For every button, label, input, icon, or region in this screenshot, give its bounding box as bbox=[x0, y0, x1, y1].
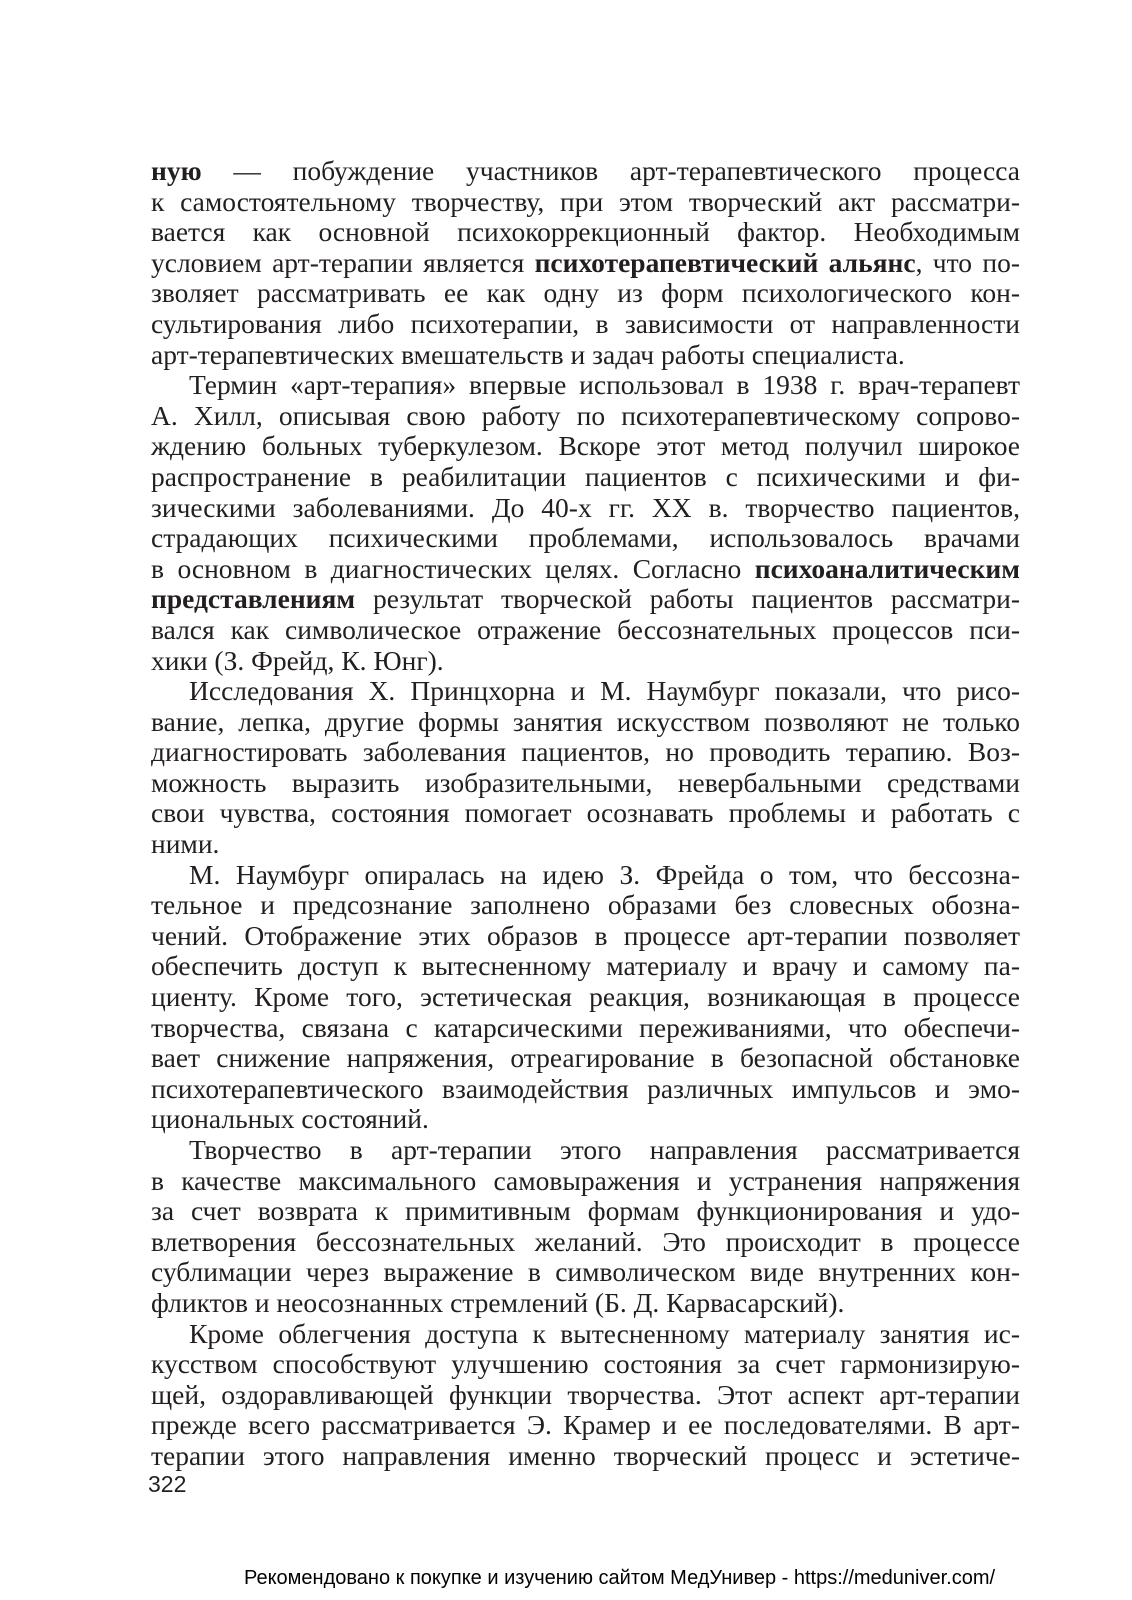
text-line bbox=[151, 982, 1020, 1013]
text-segment: фликтов и неосознанных стремлений (Б. Д. Карвасарский). bbox=[151, 1286, 845, 1318]
text-segment: в качестве максимального самовыражения и устранения напряжения bbox=[151, 1164, 1020, 1196]
text-segment: вался как символическое отражение бессознательных процессов пси- bbox=[151, 613, 1020, 645]
text-line bbox=[151, 646, 1020, 677]
body-text bbox=[151, 156, 1020, 1472]
text-line bbox=[151, 737, 1020, 768]
text-segment: А. Хилл, описывая свою работу по психотерапевтическому сопрово- bbox=[151, 399, 1020, 431]
text-line bbox=[151, 1104, 1020, 1135]
text-segment: творчества, связана с катарсическими переживаниями, что обеспечи- bbox=[151, 1011, 1020, 1043]
text-segment: сублимации через выражение в символическом виде внутренних кон- bbox=[151, 1256, 1020, 1288]
text-segment: Исследования Х. Принцхорна и М. Наумбург показали, что рисо- bbox=[189, 675, 1020, 707]
text-line bbox=[151, 1380, 1020, 1411]
text-segment: Кроме облегчения доступа к вытесненному материалу занятия ис- bbox=[189, 1317, 1020, 1349]
text-segment: тельное и предсознание заполнено образами без словесных обозна- bbox=[151, 889, 1020, 921]
text-segment: терапии этого направления именно творческий процесс и эстетиче- bbox=[151, 1439, 1020, 1471]
text-segment: психотерапевтического взаимодействия различных импульсов и эмо- bbox=[151, 1072, 1020, 1104]
bold-term: ную bbox=[151, 155, 202, 186]
text-line bbox=[151, 1074, 1020, 1105]
text-line bbox=[151, 921, 1020, 952]
text-line bbox=[151, 401, 1020, 432]
text-segment: щей, оздоравливающей функции творчества. Этот аспект арт-терапии bbox=[151, 1378, 1020, 1410]
text-segment: циональных состояний. bbox=[151, 1103, 429, 1135]
text-segment: результат творческой работы пациентов рассматри- bbox=[355, 583, 1020, 615]
text-line bbox=[151, 278, 1020, 309]
text-line bbox=[151, 431, 1020, 462]
text-line bbox=[151, 1349, 1020, 1380]
text-line bbox=[151, 1288, 1020, 1319]
footer-recommendation: Рекомендовано к покупке и изучению сайтом МедУнивер - https://meduniver.com/ bbox=[244, 1567, 996, 1589]
text-line bbox=[151, 798, 1020, 829]
text-line bbox=[151, 523, 1020, 554]
text-segment: ждению больных туберкулезом. Вскоре этот метод получил широкое bbox=[151, 430, 1020, 462]
text-line bbox=[151, 462, 1020, 493]
text-line bbox=[151, 951, 1020, 982]
text-segment: циенту. Кроме того, эстетическая реакция, возникающая в процессе bbox=[151, 981, 1020, 1013]
text-line bbox=[151, 156, 1020, 187]
text-line bbox=[151, 554, 1020, 585]
text-line bbox=[151, 584, 1020, 615]
text-segment: ними. bbox=[151, 828, 220, 860]
text-line bbox=[151, 1441, 1020, 1472]
text-line bbox=[151, 1257, 1020, 1288]
text-segment: чений. Отображение этих образов в процессе арт-терапии позволяет bbox=[151, 919, 1020, 951]
text-segment: сультирования либо психотерапии, в зависимости от направленности bbox=[151, 307, 1020, 339]
text-segment: за счет возврата к примитивным формам функционирования и удо- bbox=[151, 1195, 1020, 1227]
text-line bbox=[151, 217, 1020, 248]
text-segment: Термин «арт-терапия» впервые использовал в 1938 г. врач-терапевт bbox=[189, 369, 1020, 401]
text-segment: вание, лепка, другие формы занятия искусством позволяют не только bbox=[151, 705, 1020, 737]
text-segment: распространение в реабилитации пациентов с психическими и фи- bbox=[151, 460, 1020, 492]
text-segment: к самостоятельному творчеству, при этом творческий акт рассматри- bbox=[151, 185, 1020, 217]
text-line bbox=[151, 860, 1020, 891]
text-segment: , что по- bbox=[915, 246, 1020, 278]
text-segment: вает снижение напряжения, отреагирование в безопасной обстановке bbox=[151, 1042, 1020, 1074]
bold-term: психоаналитическим bbox=[754, 552, 1020, 584]
text-line bbox=[151, 1410, 1020, 1441]
text-segment: Творчество в арт-терапии этого направления рассматривается bbox=[189, 1134, 1020, 1165]
text-line bbox=[151, 768, 1020, 799]
text-line bbox=[151, 1227, 1020, 1258]
text-segment: вается как основной психокоррекционный фактор. Необходимым bbox=[151, 216, 1020, 248]
text-line bbox=[151, 309, 1020, 340]
text-line bbox=[151, 370, 1020, 401]
text-segment: влетворения бессознательных желаний. Это происходит в процессе bbox=[151, 1225, 1020, 1257]
text-segment: можность выразить изобразительными, невербальными средствами bbox=[151, 766, 1020, 798]
text-segment: в основном в диагностических целях. Согласно bbox=[151, 552, 755, 584]
text-segment: прежде всего рассматривается Э. Крамер и ее последователями. В арт- bbox=[151, 1409, 1020, 1441]
text-segment: свои чувства, состояния помогает осознавать проблемы и работать с bbox=[151, 797, 1020, 829]
text-line bbox=[151, 829, 1020, 860]
text-segment: арт-терапевтических вмешательств и задач работы специалиста. bbox=[151, 338, 905, 370]
text-segment: кусством способствуют улучшению состояния за счет гармонизирую- bbox=[151, 1348, 1020, 1380]
bold-term: психотерапевтический альянс bbox=[534, 246, 916, 278]
text-segment: страдающих психическими проблемами, использовалось врачами bbox=[151, 522, 1020, 554]
text-segment: зическими заболеваниями. До 40-х гг. XX в. творчество пациентов, bbox=[151, 491, 1020, 523]
bold-term: представлениям bbox=[151, 583, 356, 615]
text-line bbox=[151, 187, 1020, 218]
text-segment: — побуждение участников арт-терапевтического процесса bbox=[201, 155, 1020, 186]
text-line bbox=[151, 1135, 1020, 1166]
text-segment: М. Наумбург опиралась на идею З. Фрейда о том, что бессозна- bbox=[189, 858, 1020, 890]
text-line bbox=[151, 1166, 1020, 1197]
text-line bbox=[151, 1013, 1020, 1044]
text-segment: зволяет рассматривать ее как одну из форм психологического кон- bbox=[151, 277, 1020, 309]
text-line bbox=[151, 493, 1020, 524]
text-segment: условием арт-терапии является bbox=[151, 246, 535, 278]
text-line bbox=[151, 1043, 1020, 1074]
text-line bbox=[151, 248, 1020, 279]
text-segment: обеспечить доступ к вытесненному материалу и врачу и самому па- bbox=[151, 950, 1020, 982]
text-segment: хики (З. Фрейд, К. Юнг). bbox=[151, 644, 444, 676]
text-line bbox=[151, 1319, 1020, 1350]
text-line bbox=[151, 707, 1020, 738]
text-line bbox=[151, 340, 1020, 371]
text-line bbox=[151, 615, 1020, 646]
text-line bbox=[151, 676, 1020, 707]
text-line bbox=[151, 890, 1020, 921]
page-number: 322 bbox=[148, 1471, 187, 1497]
text-segment: диагностировать заболевания пациентов, но проводить терапию. Воз- bbox=[151, 736, 1020, 768]
text-line bbox=[151, 1196, 1020, 1227]
